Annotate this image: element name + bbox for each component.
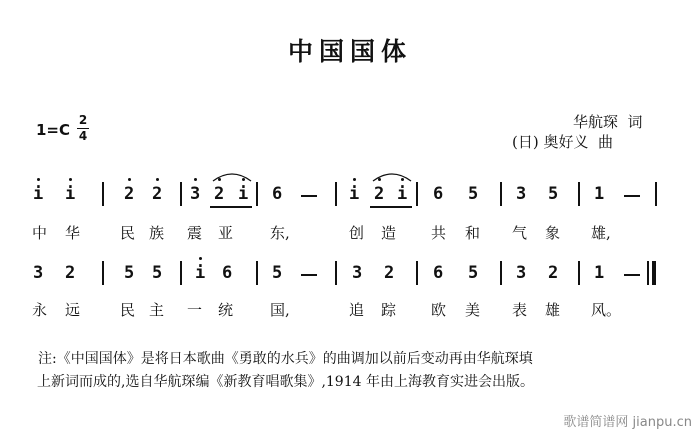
note: 2: [374, 184, 385, 204]
bar-line: [416, 261, 418, 285]
bar-line: [102, 182, 104, 206]
beam-underline: [370, 206, 412, 208]
bar-line: [335, 261, 337, 285]
note: 6: [433, 263, 444, 283]
note: 1: [594, 184, 605, 204]
note: 3: [352, 263, 363, 283]
note: i: [349, 184, 360, 204]
note: i: [195, 263, 206, 283]
bar-line: [256, 182, 258, 206]
sustain-dash: [624, 195, 640, 197]
lyric-char: 国,: [270, 301, 290, 319]
lyric-char: 主: [149, 301, 165, 319]
note: 3: [516, 263, 527, 283]
beam-underline: [210, 206, 252, 208]
bar-line: [256, 261, 258, 285]
lyric-char: 美: [465, 301, 481, 319]
time-signature: [77, 114, 89, 143]
lyric-char: 和: [465, 224, 481, 242]
lyric-char: 欧: [431, 301, 447, 319]
lyric-char: 震: [187, 224, 203, 242]
note: 3: [33, 263, 44, 283]
note: i: [33, 184, 44, 204]
note: 2: [214, 184, 225, 204]
bar-line: [416, 182, 418, 206]
lyric-char: 亚: [218, 224, 234, 242]
octave-dot: [69, 178, 72, 181]
note: 5: [468, 184, 479, 204]
octave-dot: [156, 178, 159, 181]
note: 2: [548, 263, 559, 283]
slur-mark: [370, 170, 414, 182]
lyric-char: 中: [32, 224, 48, 242]
octave-dot: [128, 178, 131, 181]
footnote-line-1: 注:《中国国体》是将日本歌曲《勇敢的水兵》的曲调加以前后变动再由华航琛填: [38, 351, 533, 367]
octave-dot: [194, 178, 197, 181]
note: i: [397, 184, 408, 204]
note: i: [238, 184, 249, 204]
note: 2: [65, 263, 76, 283]
lyric-char: 民: [120, 301, 136, 319]
lyric-char: 气: [512, 224, 528, 242]
lyricist-credit: 华航琛 词: [573, 113, 643, 131]
lyric-char: 永: [32, 301, 48, 319]
lyric-char: 远: [65, 301, 81, 319]
bar-line: [335, 182, 337, 206]
octave-dot: [353, 178, 356, 181]
bar-line: [102, 261, 104, 285]
composer-credit: (日) 奥好义 曲: [512, 133, 614, 151]
lyric-char: 民: [120, 224, 136, 242]
bar-line: [578, 182, 580, 206]
slur-mark: [210, 170, 254, 182]
lyric-char: 雄,: [591, 224, 611, 242]
note: 5: [152, 263, 163, 283]
note: 5: [468, 263, 479, 283]
note: 6: [272, 184, 283, 204]
bar-line: [180, 261, 182, 285]
lyric-char: 踪: [381, 301, 397, 319]
bar-line: [500, 182, 502, 206]
lyric-char: 东,: [270, 224, 290, 242]
note: 3: [516, 184, 527, 204]
note: 5: [124, 263, 135, 283]
bar-line: [578, 261, 580, 285]
sustain-dash: [624, 274, 640, 276]
note: 6: [222, 263, 233, 283]
lyric-char: 统: [218, 301, 234, 319]
octave-dot: [199, 257, 202, 260]
lyric-char: 创: [349, 224, 365, 242]
lyric-char: 追: [349, 301, 365, 319]
lyric-char: 表: [512, 301, 528, 319]
footnote-line-2: 上新词而成的,选自华航琛编《新教育唱歌集》,1914 年由上海教育实进会出版。: [37, 374, 534, 390]
octave-dot: [37, 178, 40, 181]
lyric-char: 象: [545, 224, 561, 242]
sustain-dash: [301, 195, 317, 197]
final-barline-thin: [647, 261, 649, 285]
note: 6: [433, 184, 444, 204]
key-signature: 1=C: [36, 121, 71, 139]
note: 2: [124, 184, 135, 204]
note: 1: [594, 263, 605, 283]
watermark: 歌谱简谱网 jianpu.cn: [563, 415, 692, 430]
time-signature-bottom: 4: [78, 129, 88, 143]
final-barline-thick: [652, 261, 656, 285]
song-title: 中国国体: [287, 37, 412, 66]
lyric-char: 风。: [591, 301, 622, 319]
note: 2: [384, 263, 395, 283]
bar-line: [500, 261, 502, 285]
note: 5: [548, 184, 559, 204]
note: i: [65, 184, 76, 204]
note: 3: [190, 184, 201, 204]
time-signature-top: 2: [78, 113, 88, 127]
lyric-char: 雄: [545, 301, 561, 319]
note: 2: [152, 184, 163, 204]
lyric-char: 一: [187, 301, 203, 319]
note: 5: [272, 263, 283, 283]
lyric-char: 华: [65, 224, 81, 242]
lyric-char: 族: [149, 224, 165, 242]
lyric-char: 共: [431, 224, 447, 242]
bar-line: [180, 182, 182, 206]
lyric-char: 造: [381, 224, 397, 242]
bar-line: [655, 182, 657, 206]
sustain-dash: [301, 274, 317, 276]
